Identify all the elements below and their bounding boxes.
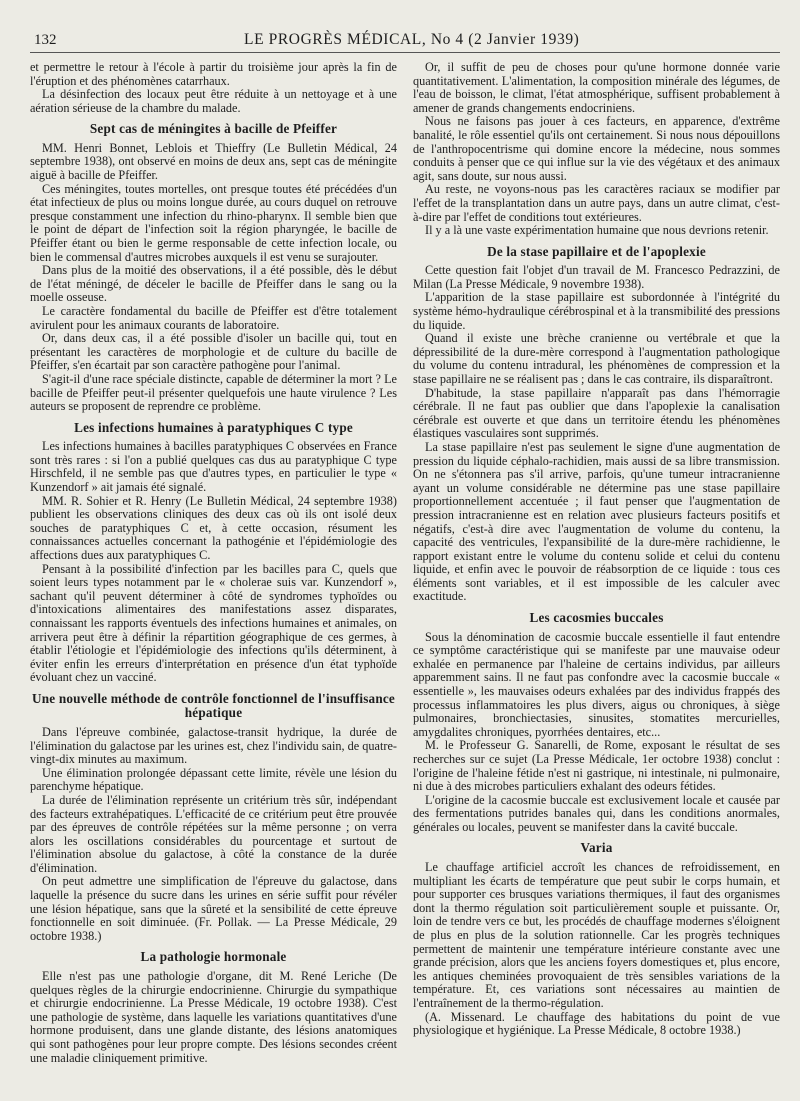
paragraph: Les infections humaines à bacilles paratyphiques C observées en France sont très rares : si l'on a publié quelques cas dus au paratyphique C type Hirschfeld, il ne semble pas que d'autres types, en particulier le type « Kunzendorf » ait jamais été signalé. <box>30 439 397 495</box>
paragraph: Ces méningites, toutes mortelles, ont presque toutes été précédées d'un état infectieux de plus ou moins longue durée, au cours duquel on retrouve presque constamment une infection du rhino-pharynx. Il semble bien que le point de départ de l'infection soit la région pharyngée, le bacille de Pfeiffer étant ou bien le germe responsable de cette infection locale, ou bien le commensal d'autres microbes auxquels il est venu se surajouter. <box>30 181 397 264</box>
paragraph: Au reste, ne voyons-nous pas les caractères raciaux se modifier par l'effet de la transplantation dans un autre pays, dans un autre climat, c'est-à-dire par l'effet de conditions tout extérieures. <box>413 182 780 224</box>
paragraph: L'origine de la cacosmie buccale est exclusivement locale et causée par des fermentations putrides banales qui, dans les conditions anormales, générales ou locales, peuvent se manifester dans la cavité buccale. <box>413 792 780 834</box>
article-title-cacosmies: Les cacosmies buccales <box>529 610 664 626</box>
continued-paragraph: et permettre le retour à l'école à partir du troisième jour après la fin de l'éruption et des phénomènes catarrhaux. <box>30 60 397 88</box>
paragraph: Il y a là une vaste expérimentation humaine que nous devrions retenir. <box>425 223 769 238</box>
paragraph: D'habitude, la stase papillaire n'apparaît pas dans l'hémorragie cérébrale. Il ne faut pas oublier que dans l'apoplexie la canalisation cérébrale est ouverte et que dans un territoire étendu les phénomènes élastiques vasculaires sont supprimés. <box>413 385 780 441</box>
article-title-insuffisance-hepatique: Une nouvelle méthode de contrôle fonctionnel de l'insuffisance hépatique <box>32 690 395 721</box>
paragraph: Elle n'est pas une pathologie d'organe, dit M. René Leriche (De quelques règles de la chirurgie endocrinienne. Chirurgie du sympathique et chirurgie endocrinienne. La Presse Médicale, 19 octobre 1938). C'est une pathologie de système, dans laquelle les variations quantitatives d'une hormone produisent, dans une glande distante, des lésions anatomiques qui sont pathogènes pour leur propre compte. Des lésions secondes créent une maladie cliniquement primitive. <box>30 968 397 1065</box>
left-column <box>30 61 397 1065</box>
paragraph: Sous la dénomination de cacosmie buccale essentielle il faut entendre ce symptôme caractéristique qui se manifeste par une mauvaise odeur exhalée en permanence par l'haleine de certains individus, par ailleurs apparemment sains. Il ne faut pas confondre avec la cacosmie buccale « essentielle », les mauvaises odeurs exhalées par des individus frappés des processus inflammatoires les plus divers, aigus ou chroniques, à siège pulmonaires, bronchiectasies, sinusites, stomatites mercurielles, amygdalites chroniques, pyorrhées dentaires, etc... <box>413 629 780 739</box>
page-number: 132 <box>34 32 57 48</box>
paragraph: MM. R. Sohier et R. Henry (Le Bulletin Médical, 24 septembre 1938) publient les observations cliniques des deux cas où ils ont isolé deux souches de paratyphiques C et, à cette occasion, résument les connaissances actuelles concernant la pathogénie et l'épidémiologie des affections dues aux paratyphiques C. <box>30 493 397 562</box>
paragraph: La stase papillaire n'est pas seulement le signe d'une augmentation de pression du liquide céphalo-rachidien, mais aussi de sa libre transmission. On ne s'étonnera pas s'il arrive, parfois, qu'une tumeur intracranienne ayant un volume considérable ne détermine pas une stase papillaire proportionnellement accentuée ; il faut penser que l'augmentation de pression intracranienne est en relation avec plusieurs facteurs positifs et négatifs, c'est-à dire avec l'augmentation de volume du contenu, la capacité des ventricules, l'expansibilité de la dure-mère rachidienne, le rapport existant entre le volume du contenu solide et celui du contenu liquide, et enfin avec le pouvoir de réabsorption de ce liquide : tous ces éléments sont variables, et il est impossible de les calculer avec exactitude. <box>413 439 780 604</box>
article-title-pathologie-hormonale: La pathologie hormonale <box>140 949 287 965</box>
page-header <box>30 28 780 53</box>
paragraph: Le caractère fondamental du bacille de Pfeiffer est d'être totalement avirulent pour les animaux courants de laboratoire. <box>30 304 397 332</box>
article-title-stase-papillaire: De la stase papillaire et de l'apoplexie <box>487 243 706 259</box>
article-title-varia: Varia <box>580 840 613 856</box>
paragraph: La durée de l'élimination représente un critérium très sûr, indépendant des facteurs extrahépatiques. L'efficacité de ce critérium peut être prouvée par des épreuves de contrôle répétées sur la même personne ; on verra alors les oscillations considérables du pourcentage et surtout de l'élimination absolue du galactose, à côté la constance de la durée d'élimination. <box>30 792 397 875</box>
paragraph: M. le Professeur G. Sanarelli, de Rome, exposant le résultat de ses recherches sur ce sujet (La Presse Médicale, 1er octobre 1938) conclut : l'origine de l'haleine fétide n'est ni gastrique, ni intestinale, ni pulmonaire, ni due à des microbes particuliers exhalant des odeurs fétides. <box>413 738 780 794</box>
running-title: LE PROGRÈS MÉDICAL, No 4 (2 Janvier 1939) <box>244 31 580 48</box>
paragraph: La désinfection des locaux peut être réduite à un nettoyage et à une aération sérieuse de la chambre du malade. <box>30 87 397 115</box>
paragraph: Or, dans deux cas, il a été possible d'isoler un bacille qui, tout en présentant les caractères de morphologie et de culture du bacille de Pfeiffer, s'en écartait par son caractère pathogène pour l'animal. <box>30 331 397 373</box>
paragraph: Le chauffage artificiel accroît les chances de refroidissement, en multipliant les écarts de température que peut subir le corps humain, et pour supporter ces brusques variations thermiques, il faut des organismes dont la thermo régulation soit particulièrement souple et puissante. Or, loin de tendre vers ce but, les procédés de chauffage modernes s'éloignent de plus en plus de la solution rationnelle. Car les progrès techniques permettent de maintenir une température intérieure constante avec une grande précision, alors que les anciens foyers domestiques et, plus encore, les antiques cheminées provoquaient de très sensibles variations de la température. Et, ces variations sont nécessaires au maintien de l'entraînement de la thermo-régulation. <box>413 859 780 1010</box>
paragraph: Dans l'épreuve combinée, galactose-transit hydrique, la durée de l'élimination du galactose par les urines est, chez l'individu sain, de quatre-vingt-dix minutes au maximum. <box>30 724 397 767</box>
paragraph: Quand il existe une brèche cranienne ou vertébrale et que la dépressibilité de la dure-mère correspond à l'augmentation pathologique du volume du contenu intradural, les phénomènes de compression et la stase papillaire ne se réalisent pas ; dans le cas contraire, ils disparaîtront. <box>413 331 780 386</box>
paragraph: S'agit-il d'une race spéciale distincte, capable de déterminer la mort ? Le bacille de Pfeiffer peut-il présenter quelquefois une haute virulence ? Les auteurs se proposent de reprendre ce problème. <box>30 371 397 414</box>
paragraph: Dans plus de la moitié des observations, il a été possible, dès le début de l'état méningé, de déceler le bacille de Pfeiffer dans le sang ou la moelle osseuse. <box>30 263 397 305</box>
paragraph: L'apparition de la stase papillaire est subordonnée à l'intégrité du système hémo-hydraulique cérébrospinal et à la transmibilité des pressions du liquide. <box>413 290 780 332</box>
paragraph: (A. Missenard. Le chauffage des habitations du point de vue physiologique et hygiénique. La Presse Médicale, 8 octobre 1938.) <box>413 1009 780 1038</box>
right-column <box>413 61 780 1065</box>
paragraph: MM. Henri Bonnet, Leblois et Thieffry (Le Bulletin Médical, 24 septembre 1938), ont observé en moins de deux ans, sept cas de méningite aiguë à bacille de Pfeiffer. <box>30 140 397 183</box>
paragraph: Pensant à la possibilité d'infection par les bacilles para C, quels que soient leurs types notamment par le « cholerae suis var. Kunzendorf », sachant qu'il peuvent déterminer à côté de syndromes typhoïdes ou d'intoxications alimentaires des manifestations assez disparates, connaissant les rapports éventuels des infections humaines et animales, on arrivera peut être à définir la répartition géographique de ces germes, à établir l'étiologie et l'épidémiologie des infections qu'ils déterminent, à éviter enfin les erreurs d'interprétation en présence d'un état typhoïde évoluant chez un vacciné. <box>30 561 397 685</box>
paragraph: Cette question fait l'objet d'un travail de M. Francesco Pedrazzini, de Milan (La Presse Médicale, 9 novembre 1938). <box>413 263 780 291</box>
two-column-body <box>30 61 780 1065</box>
article-title-paratyphiques: Les infections humaines à paratyphiques C type <box>74 419 353 435</box>
paragraph: Nous ne faisons pas jouer à ces facteurs, en apparence, d'extrême banalité, le rôle essentiel qu'ils ont certainement. Si nous nous dépouillons de l'anthropocentrisme qui domine encore la médecine, nous sommes conduits à penser que ce qui influe sur la vie des végétaux et des animaux agit, sans doute, sur nous aussi. <box>413 114 780 183</box>
paragraph: On peut admettre une simplification de l'épreuve du galactose, dans laquelle la présence du sucre dans les urines en série suffit pour révéler une lésion hépatique, sans que la sûreté et la sensibilité de cette épreuve fonctionnelle en soit diminuée. (Fr. Pollak. — La Presse Médicale, 29 octobre 1938.) <box>30 874 397 943</box>
paragraph: Or, il suffit de peu de choses pour qu'une hormone donnée varie quantitativement. L'alimentation, la composition minérale des légumes, de l'eau de boisson, le climat, l'état atmosphérique, suffisent probablement à amener de grands changements endocriniens. <box>413 60 780 115</box>
article-title-meningites: Sept cas de méningites à bacille de Pfeiffer <box>89 121 338 137</box>
paragraph: Une élimination prolongée dépassant cette limite, révèle une lésion du parenchyme hépatique. <box>30 765 397 794</box>
